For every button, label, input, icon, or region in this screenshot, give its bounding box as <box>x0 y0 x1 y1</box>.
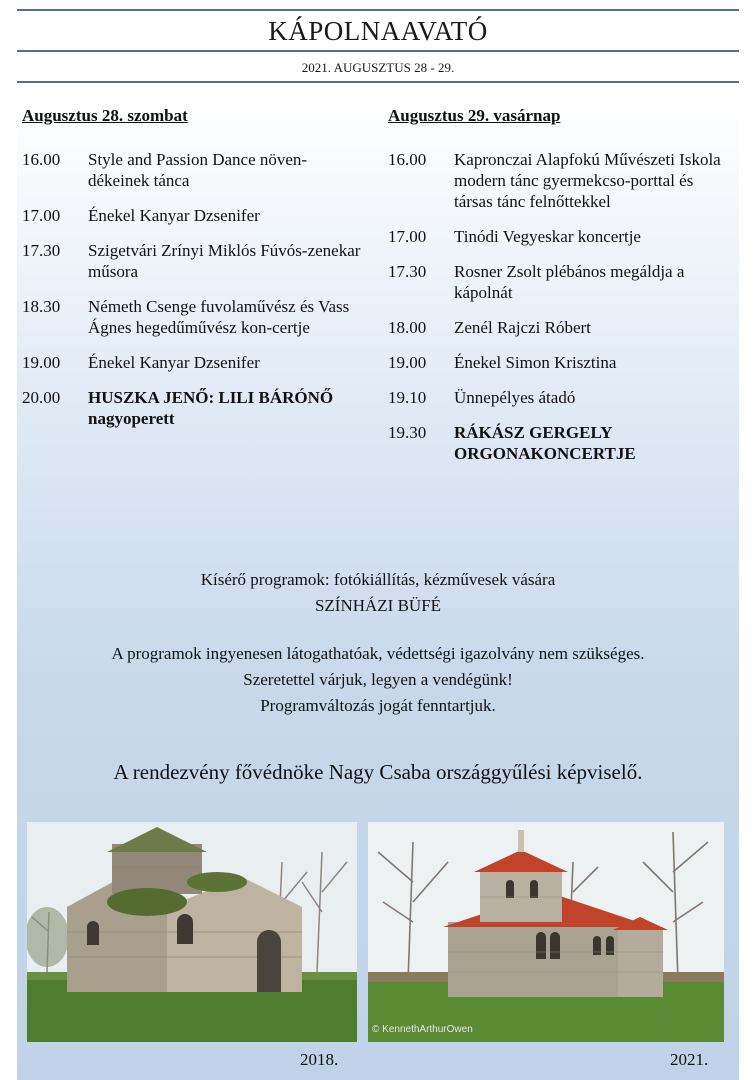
event-time: 16.00 <box>388 150 427 169</box>
patron-line: A rendezvény fővédnöke Nagy Csaba országgyűlési képviselő. <box>113 760 643 784</box>
event-description: Rosner Zsolt plébános megáldja a kápolnát <box>454 262 685 302</box>
schedule-item <box>22 240 367 282</box>
schedule-item <box>22 149 367 191</box>
title-rule <box>17 50 739 52</box>
page-title: KÁPOLNAAVATÓ <box>268 16 488 46</box>
event-time: 19.00 <box>22 353 61 372</box>
schedule-item <box>388 317 733 338</box>
event-time: 17.00 <box>388 227 427 246</box>
event-description: Szigetvári Zrínyi Miklós Fúvós-zenekar műsora <box>88 241 361 281</box>
buffet-line: SZÍNHÁZI BÜFÉ <box>314 596 442 615</box>
event-description: Énekel Kanyar Dzsenifer <box>88 353 260 372</box>
event-description: Németh Csenge fuvolaművész és Vass Ágnes hegedűművész kon-certje <box>88 297 350 337</box>
event-description: Tinódi Vegyeskar koncertje <box>454 227 641 246</box>
event-time: 17.30 <box>22 241 61 260</box>
free-entry-line: A programok ingyenesen látogathatóak, védettségi igazolvány nem szükséges. <box>111 644 645 663</box>
event-time: 18.30 <box>22 297 61 316</box>
info-block <box>17 641 739 719</box>
event-description: Kapronczai Alapfokú Művészeti Iskola modern tánc gyermekcso-porttal és társas tánc felnőttekkel <box>454 150 721 211</box>
top-rule <box>17 9 739 11</box>
photo-credit: © KennethArthurOwen <box>372 1024 473 1035</box>
event-time: 16.00 <box>22 150 61 169</box>
event-description: Ünnepélyes átadó <box>454 388 576 407</box>
event-description: Style and Passion Dance növen-dékeinek tánca <box>88 150 308 190</box>
event-time: 19.00 <box>388 353 427 372</box>
schedule-item-highlight <box>22 387 367 429</box>
side-programs-line: Kísérő programok: fotókiállítás, kézművesek vására <box>200 570 556 589</box>
schedule-item <box>388 226 733 247</box>
schedule-item <box>388 352 733 373</box>
day1-heading: Augusztus 28. szombat <box>22 106 188 125</box>
event-description: RÁKÁSZ GERGELY ORGONAKONCERTJE <box>454 423 636 463</box>
schedule-item-highlight <box>388 422 733 464</box>
event-description: Énekel Simon Krisztina <box>454 353 617 372</box>
day1-schedule <box>22 106 367 443</box>
day2-schedule <box>388 106 733 478</box>
year-caption-2018: 2018. <box>300 1050 339 1069</box>
event-time: 19.10 <box>388 388 427 407</box>
schedule-item <box>388 261 733 303</box>
event-description: HUSZKA JENŐ: LILI BÁRÓNŐ nagyoperett <box>88 388 334 428</box>
schedule-item <box>22 205 367 226</box>
welcome-line: Szeretettel várjuk, legyen a vendégünk! <box>243 670 513 689</box>
event-description: Énekel Kanyar Dzsenifer <box>88 206 260 225</box>
chapel-photo-2021 <box>368 822 724 1042</box>
year-caption-2021: 2021. <box>670 1050 709 1069</box>
side-programs <box>17 567 739 619</box>
schedule-item <box>388 149 733 212</box>
schedule-item <box>22 296 367 338</box>
schedule-item <box>388 387 733 408</box>
chapel-photo-2018 <box>27 822 357 1042</box>
event-time: 20.00 <box>22 388 61 407</box>
day2-heading: Augusztus 29. vasárnap <box>388 106 561 125</box>
event-time: 17.00 <box>22 206 61 225</box>
change-notice-line: Programváltozás jogát fenntartjuk. <box>260 696 496 715</box>
event-time: 18.00 <box>388 318 427 337</box>
schedule-item <box>22 352 367 373</box>
event-description: Zenél Rajczi Róbert <box>454 318 591 337</box>
event-date: 2021. AUGUSZTUS 28 - 29. <box>301 60 455 75</box>
event-time: 17.30 <box>388 262 427 281</box>
date-rule <box>17 81 739 83</box>
event-time: 19.30 <box>388 423 427 442</box>
